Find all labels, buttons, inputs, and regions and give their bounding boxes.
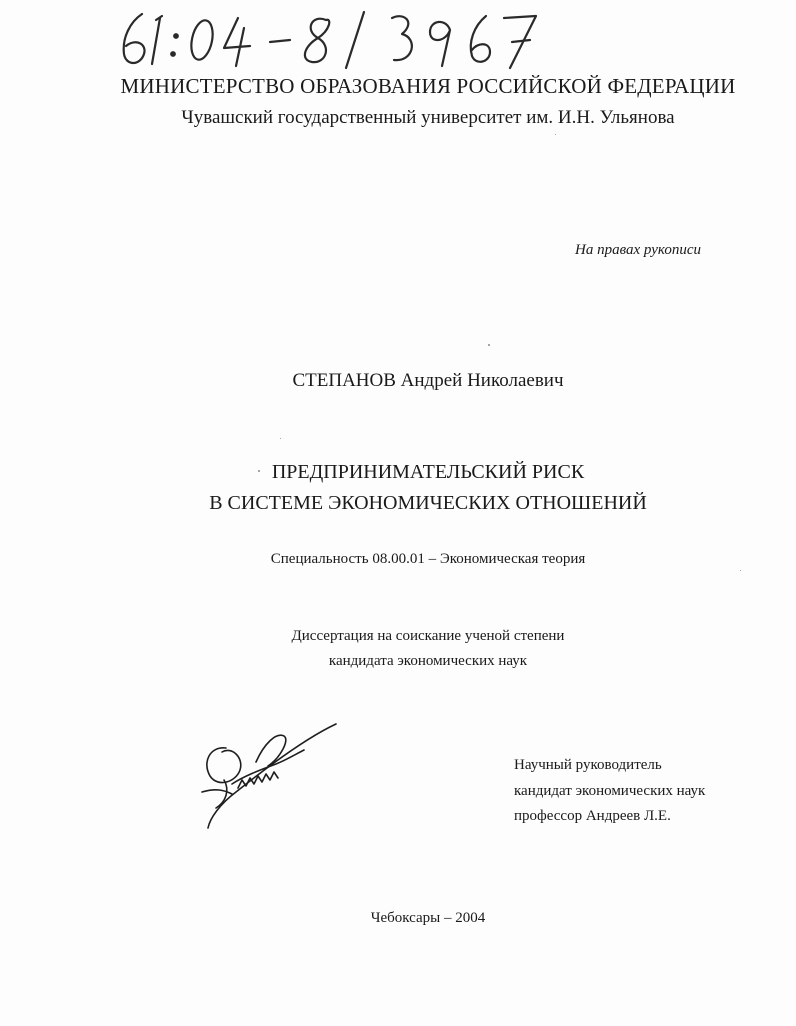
advisor-role: Научный руководитель [514,757,662,773]
scan-speck [555,134,556,135]
scan-speck [488,344,490,346]
rights-note: На правах рукописи [575,242,701,258]
specialty-line: Специальность 08.00.01 – Экономическая теория [270,551,586,567]
signature-drawing [196,718,346,833]
ministry-header: МИНИСТЕРСТВО ОБРАЗОВАНИЯ РОССИЙСКОЙ ФЕДЕРАЦИИ [120,74,736,98]
dissertation-line-2: кандидата экономических наук [328,653,528,669]
scan-speck [258,470,260,472]
handwritten-archive-code [112,8,552,70]
university-name: Чувашский государственный университет им. И.Н. Ульянова [181,107,675,128]
scan-speck [740,570,741,571]
advisor-name: профессор Андреев Л.Е. [514,808,671,824]
thesis-title-line-1: ПРЕДПРИНИМАТЕЛЬСКИЙ РИСК [271,461,585,483]
advisor-degree: кандидат экономических наук [514,783,706,799]
author-name: СТЕПАНОВ Андрей Николаевич [292,370,564,391]
scan-speck [280,438,281,439]
city-year: Чебоксары – 2004 [370,910,486,926]
dissertation-line-1: Диссертация на соискание ученой степени [291,628,565,644]
thesis-title-line-2: В СИСТЕМЕ ЭКОНОМИЧЕСКИХ ОТНОШЕНИЙ [209,492,647,514]
